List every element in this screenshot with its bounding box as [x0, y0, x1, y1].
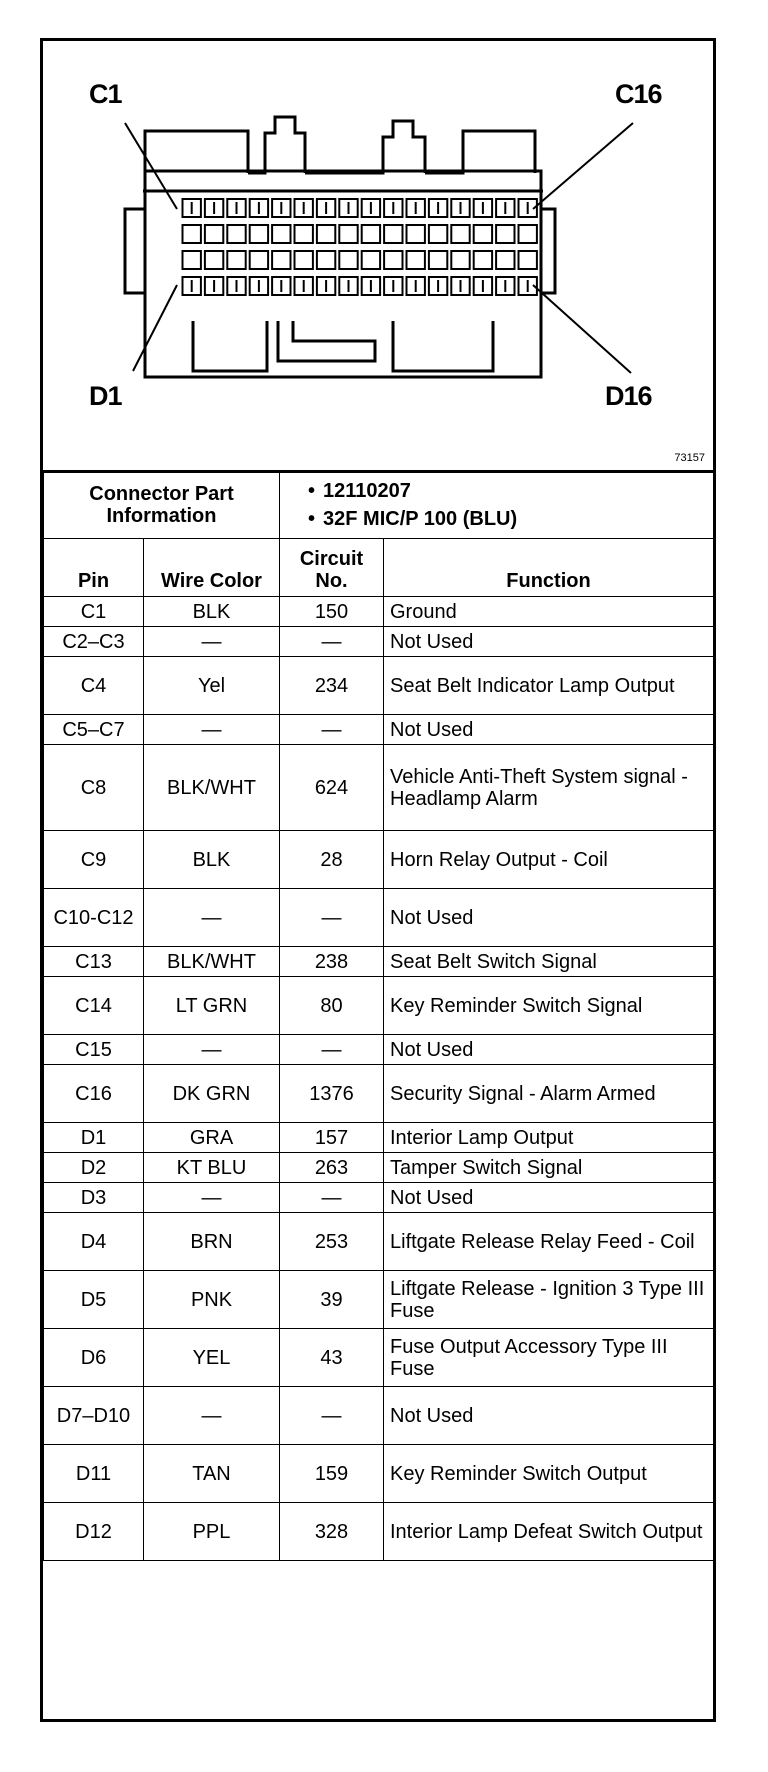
circuit-cell: 28 [280, 831, 384, 889]
pinout-table-body [44, 471, 714, 1561]
pin-cell: D4 [44, 1213, 144, 1271]
circuit-cell: — [280, 889, 384, 947]
function-cell: Seat Belt Indicator Lamp Output [384, 657, 714, 715]
function-cell: Interior Lamp Defeat Switch Output [384, 1503, 714, 1561]
table-row [44, 1153, 714, 1183]
pin-cell: C16 [44, 1065, 144, 1123]
label-c16: C16 [615, 79, 662, 109]
pin-cavity [474, 225, 492, 243]
pin-cell: D12 [44, 1503, 144, 1561]
figure-number: 73157 [674, 452, 705, 464]
pin-cell: D7–D10 [44, 1387, 144, 1445]
pin-cell: D11 [44, 1445, 144, 1503]
wire-color-cell: — [144, 1035, 280, 1065]
table-row [44, 1123, 714, 1153]
function-cell: Security Signal - Alarm Armed [384, 1065, 714, 1123]
table-row [44, 1271, 714, 1329]
pin-cavity [474, 251, 492, 269]
header-pin: Pin [44, 539, 144, 597]
circuit-cell: 39 [280, 1271, 384, 1329]
wire-color-cell: BLK/WHT [144, 745, 280, 831]
pin-cavity [183, 251, 201, 269]
pin-cavity [519, 225, 537, 243]
pin-cavity [339, 225, 357, 243]
pin-cavity [362, 225, 380, 243]
connector-part-label-line2: Information [106, 504, 217, 527]
table-row [44, 1213, 714, 1271]
table-row [44, 977, 714, 1035]
function-cell: Liftgate Release Relay Feed - Coil [384, 1213, 714, 1271]
wire-color-cell: PNK [144, 1271, 280, 1329]
connector-description: 32F MIC/P 100 (BLU) [323, 507, 518, 530]
wire-color-cell: YEL [144, 1329, 280, 1387]
label-d16: D16 [605, 381, 652, 411]
circuit-cell: 157 [280, 1123, 384, 1153]
pin-cavity [451, 251, 469, 269]
pin-cell: D1 [44, 1123, 144, 1153]
circuit-cell: 263 [280, 1153, 384, 1183]
pin-cell: C15 [44, 1035, 144, 1065]
pin-cavity [272, 251, 290, 269]
pin-cavity [250, 251, 268, 269]
pin-cell: C1 [44, 597, 144, 627]
connector-document [40, 38, 716, 1722]
pin-cavity [317, 225, 335, 243]
table-row [44, 947, 714, 977]
header-circuit-line1: Circuit [299, 548, 364, 570]
pin-cell: C14 [44, 977, 144, 1035]
label-d1: D1 [89, 381, 122, 411]
pin-cavity [272, 225, 290, 243]
function-cell: Fuse Output Accessory Type III Fuse [384, 1329, 714, 1387]
table-row [44, 597, 714, 627]
table-row [44, 715, 714, 745]
function-cell: Not Used [384, 1183, 714, 1213]
table-row [44, 657, 714, 715]
function-cell: Key Reminder Switch Signal [384, 977, 714, 1035]
pin-cell: D2 [44, 1153, 144, 1183]
function-cell: Tamper Switch Signal [384, 1153, 714, 1183]
pin-cell: C13 [44, 947, 144, 977]
circuit-cell: 159 [280, 1445, 384, 1503]
connector-part-label-line1: Connector Part [89, 482, 234, 505]
circuit-cell: 328 [280, 1503, 384, 1561]
pin-cavity [227, 225, 245, 243]
pin-cavity [496, 225, 514, 243]
table-row [44, 831, 714, 889]
pin-cell: C2–C3 [44, 627, 144, 657]
circuit-cell: 1376 [280, 1065, 384, 1123]
pin-cell: D5 [44, 1271, 144, 1329]
connector-part-row [44, 471, 714, 539]
wire-color-cell: — [144, 1387, 280, 1445]
wire-color-cell: TAN [144, 1445, 280, 1503]
wire-color-cell: Yel [144, 657, 280, 715]
function-cell: Ground [384, 597, 714, 627]
circuit-cell: 43 [280, 1329, 384, 1387]
pin-cavity [407, 251, 425, 269]
circuit-cell: — [280, 1035, 384, 1065]
circuit-cell: 150 [280, 597, 384, 627]
table-row [44, 1445, 714, 1503]
function-cell: Not Used [384, 627, 714, 657]
circuit-cell: 238 [280, 947, 384, 977]
table-row [44, 889, 714, 947]
function-cell: Vehicle Anti-Theft System signal - Headlamp Alarm [384, 745, 714, 831]
header-circuit [280, 539, 384, 597]
connector-part-label [44, 471, 280, 539]
wire-color-cell: PPL [144, 1503, 280, 1561]
pin-cavity [295, 251, 313, 269]
wire-color-cell: KT BLU [144, 1153, 280, 1183]
function-cell: Not Used [384, 715, 714, 745]
function-cell: Horn Relay Output - Coil [384, 831, 714, 889]
bullet: • [308, 479, 316, 502]
pin-cavity [295, 225, 313, 243]
pin-cell: D6 [44, 1329, 144, 1387]
pin-cell: C10-C12 [44, 889, 144, 947]
table-row [44, 1503, 714, 1561]
circuit-cell: — [280, 715, 384, 745]
wire-color-cell: — [144, 715, 280, 745]
part-number: 12110207 [323, 479, 411, 502]
pin-cavity [227, 251, 245, 269]
header-circuit-line2: No. [315, 570, 348, 592]
table-row [44, 1065, 714, 1123]
function-cell: Interior Lamp Output [384, 1123, 714, 1153]
pin-cell: C9 [44, 831, 144, 889]
circuit-cell: 234 [280, 657, 384, 715]
leader-lines [125, 123, 633, 373]
wire-color-cell: GRA [144, 1123, 280, 1153]
circuit-cell: 624 [280, 745, 384, 831]
connector-outline [125, 117, 555, 377]
wire-color-cell: DK GRN [144, 1065, 280, 1123]
table-row [44, 1035, 714, 1065]
function-cell: Not Used [384, 889, 714, 947]
header-wire-color: Wire Color [144, 539, 280, 597]
pin-cavity [183, 225, 201, 243]
pin-cavity [451, 225, 469, 243]
pin-cavity [496, 251, 514, 269]
circuit-cell: — [280, 627, 384, 657]
function-cell: Not Used [384, 1387, 714, 1445]
table-row [44, 1183, 714, 1213]
pin-cavity [317, 251, 335, 269]
pin-cavity [407, 225, 425, 243]
pin-cavities [183, 199, 537, 295]
bullet: • [308, 507, 316, 530]
pin-cavity [339, 251, 357, 269]
label-c1: C1 [89, 79, 122, 109]
pin-cavity [250, 225, 268, 243]
table-row [44, 1387, 714, 1445]
table-row [44, 745, 714, 831]
wire-color-cell: LT GRN [144, 977, 280, 1035]
pin-cavity [429, 225, 447, 243]
connector-diagram [43, 41, 713, 473]
pin-cavity [384, 251, 402, 269]
table-row [44, 627, 714, 657]
circuit-cell: 253 [280, 1213, 384, 1271]
wire-color-cell: BLK/WHT [144, 947, 280, 977]
function-cell: Key Reminder Switch Output [384, 1445, 714, 1503]
wire-color-cell: BLK [144, 831, 280, 889]
pin-cell: D3 [44, 1183, 144, 1213]
pin-cavity [519, 251, 537, 269]
table-row [44, 1329, 714, 1387]
circuit-cell: — [280, 1183, 384, 1213]
pinout-table [43, 470, 714, 1561]
wire-color-cell: — [144, 1183, 280, 1213]
pin-cell: C8 [44, 745, 144, 831]
pin-cell: C4 [44, 657, 144, 715]
function-cell: Not Used [384, 1035, 714, 1065]
function-cell: Liftgate Release - Ignition 3 Type III Fuse [384, 1271, 714, 1329]
wire-color-cell: BRN [144, 1213, 280, 1271]
pin-cavity [384, 225, 402, 243]
circuit-cell: 80 [280, 977, 384, 1035]
function-cell: Seat Belt Switch Signal [384, 947, 714, 977]
pin-cavity [205, 225, 223, 243]
wire-color-cell: BLK [144, 597, 280, 627]
wire-color-cell: — [144, 889, 280, 947]
pin-cell: C5–C7 [44, 715, 144, 745]
header-function: Function [384, 539, 714, 597]
circuit-cell: — [280, 1387, 384, 1445]
header-row [44, 539, 714, 597]
pin-cavity [362, 251, 380, 269]
connector-part-info [280, 471, 714, 539]
pin-cavity [429, 251, 447, 269]
wire-color-cell: — [144, 627, 280, 657]
pin-cavity [205, 251, 223, 269]
